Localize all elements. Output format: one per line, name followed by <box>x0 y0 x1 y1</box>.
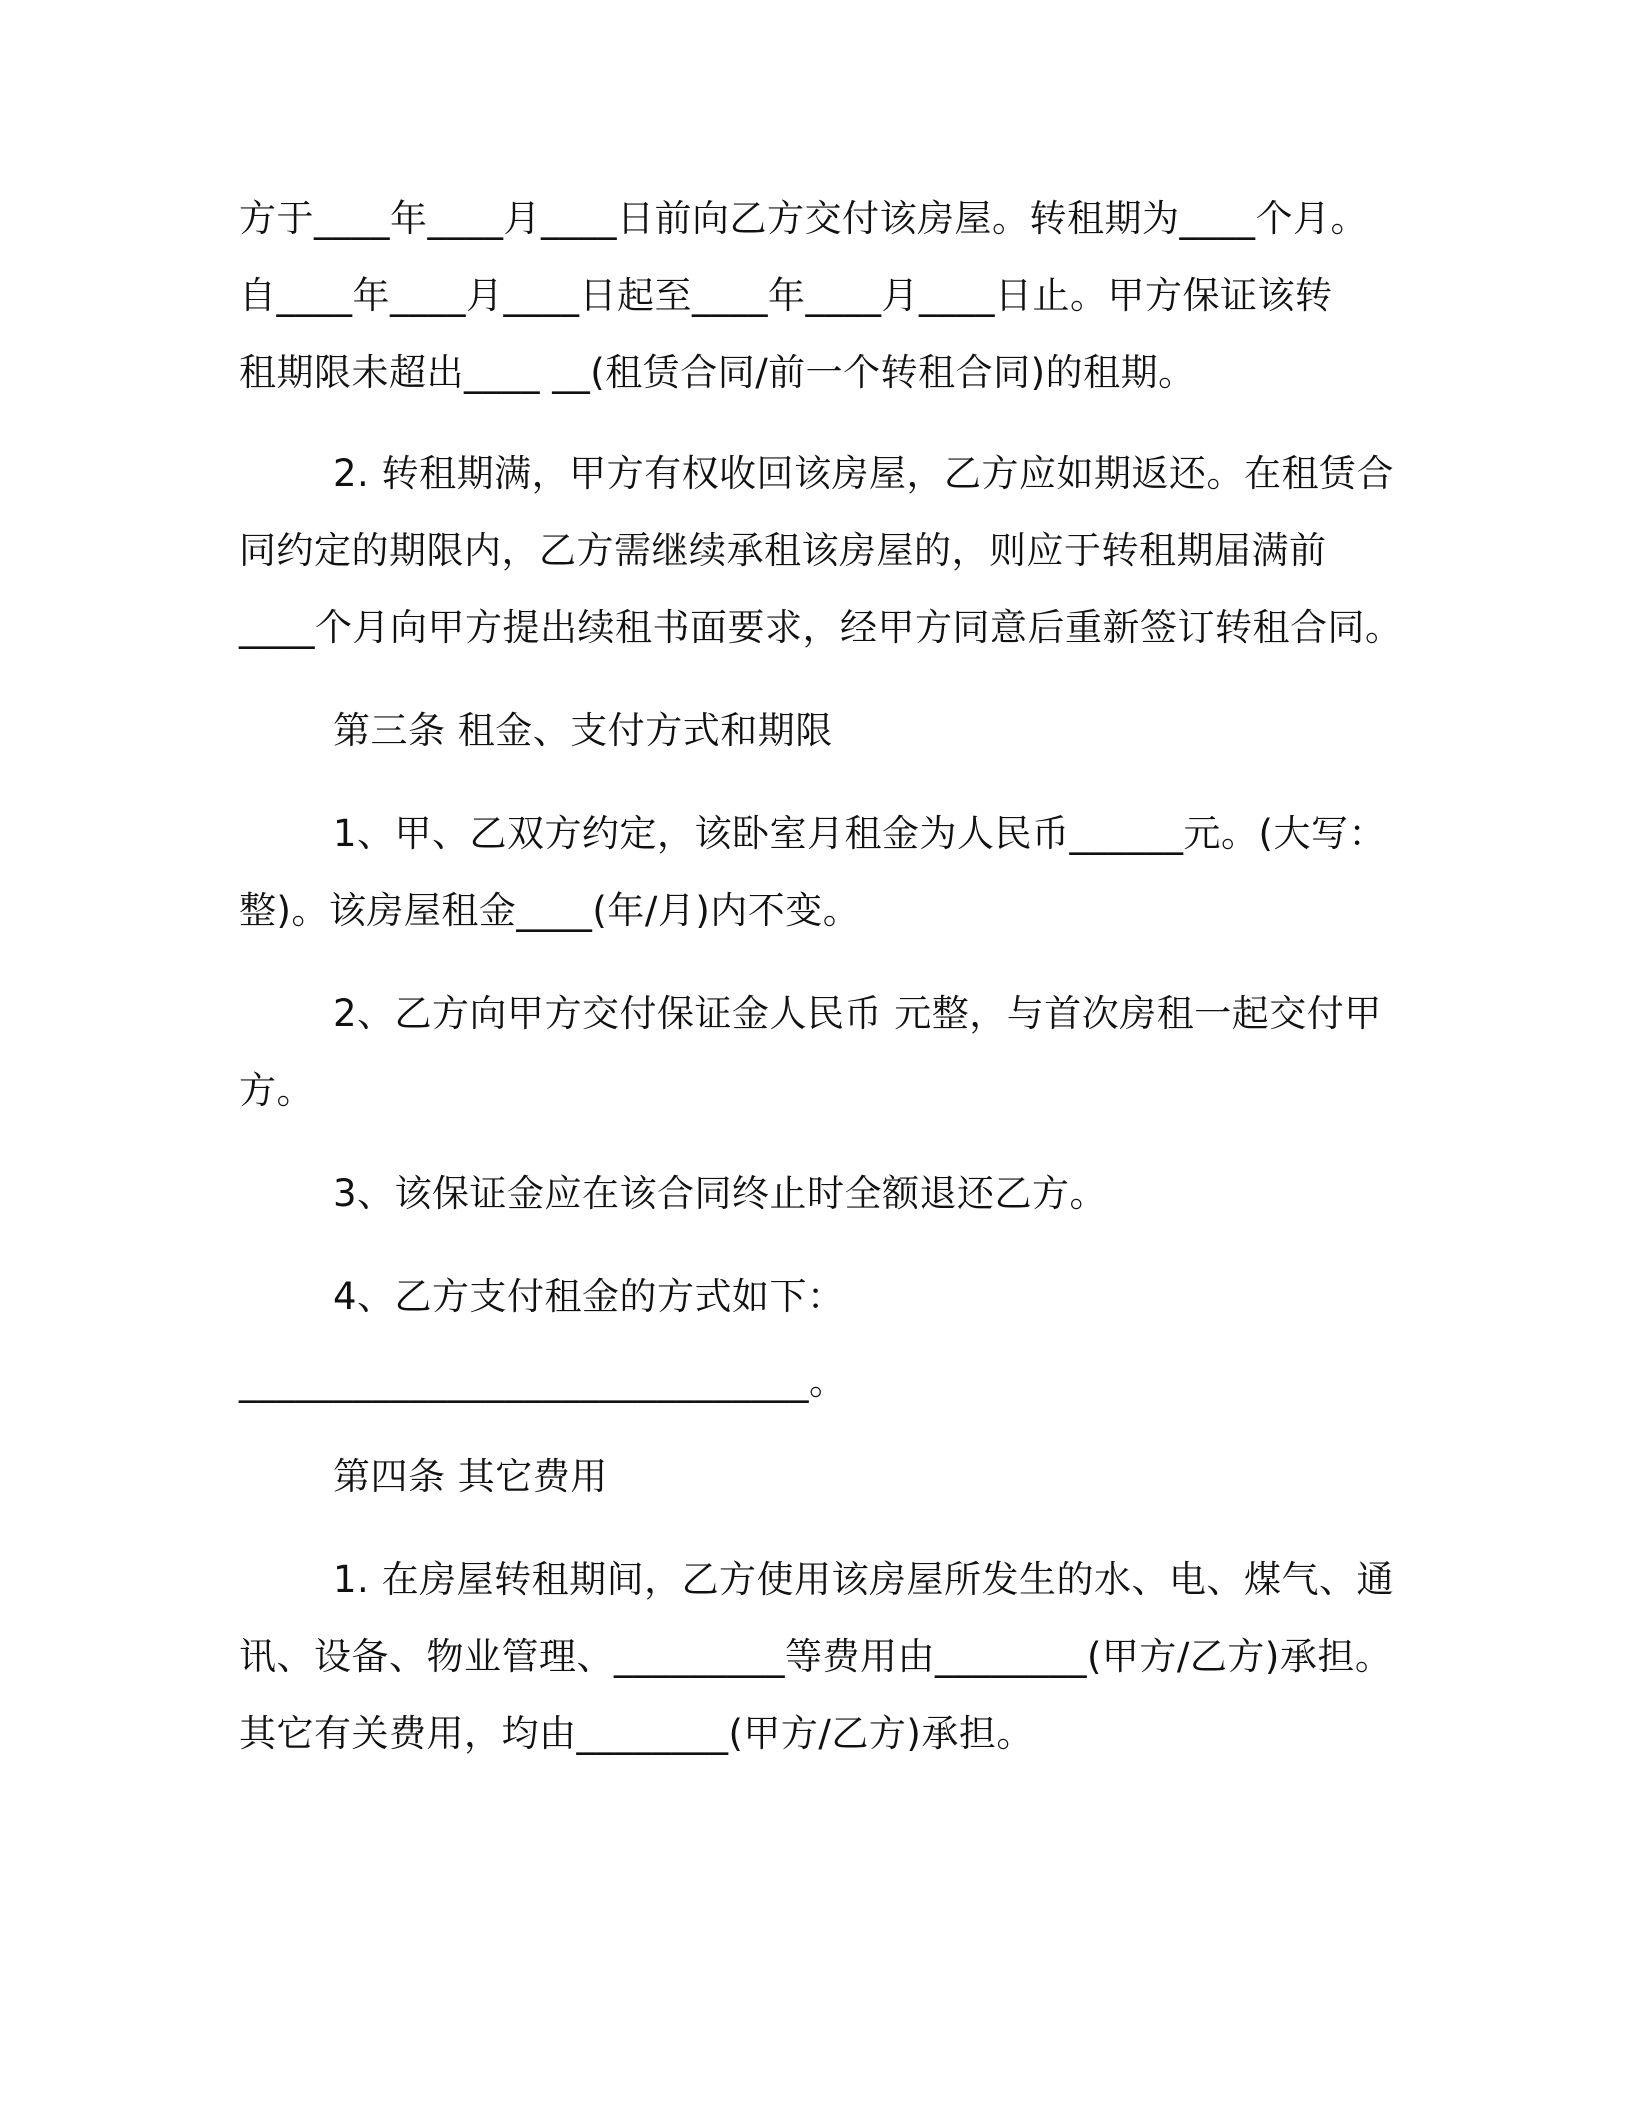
text-line: 其它有关费用，均由________(甲方/乙方)承担。 <box>239 1712 1034 1755</box>
section-heading: 第四条 其它费用 <box>333 1455 608 1498</box>
paragraph-line: 3、该保证金应在该合同终止时全额退还乙方。 <box>333 1172 1108 1215</box>
paragraph-line: 2. 转租期满，甲方有权收回该房屋，乙方应如期返还。在租赁合 <box>333 452 1395 495</box>
text-line: 自____年____月____日起至____年____月____日止。甲方保证该转 <box>239 274 1333 317</box>
text-line: 讯、设备、物业管理、_________等费用由________(甲方/乙方)承担。 <box>239 1635 1393 1678</box>
text-line: 整)。该房屋租金____(年/月)内不变。 <box>239 889 861 932</box>
text-line: ______________________________。 <box>239 1360 847 1403</box>
paragraph-line: 2、乙方向甲方交付保证金人民币 元整，与首次房租一起交付甲 <box>333 992 1382 1035</box>
text-line: 方于____年____月____日前向乙方交付该房屋。转租期为____个月。 <box>239 197 1368 240</box>
paragraph-line: 1. 在房屋转租期间，乙方使用该房屋所发生的水、电、煤气、通 <box>333 1558 1395 1601</box>
text-line: 租期限未超出____ __(租赁合同/前一个转租合同)的租期。 <box>239 351 1196 394</box>
section-heading: 第三条 租金、支付方式和期限 <box>333 709 833 752</box>
paragraph-line: 4、乙方支付租金的方式如下： <box>333 1275 845 1318</box>
text-line: 同约定的期限内，乙方需继续承租该房屋的，则应于转租期届满前 <box>239 529 1327 572</box>
paragraph-line: 1、甲、乙双方约定，该卧室月租金为人民币______元。(大写： <box>333 812 1386 855</box>
text-line: ____个月向甲方提出续租书面要求，经甲方同意后重新签订转租合同。 <box>239 606 1403 649</box>
text-line: 方。 <box>239 1069 314 1112</box>
